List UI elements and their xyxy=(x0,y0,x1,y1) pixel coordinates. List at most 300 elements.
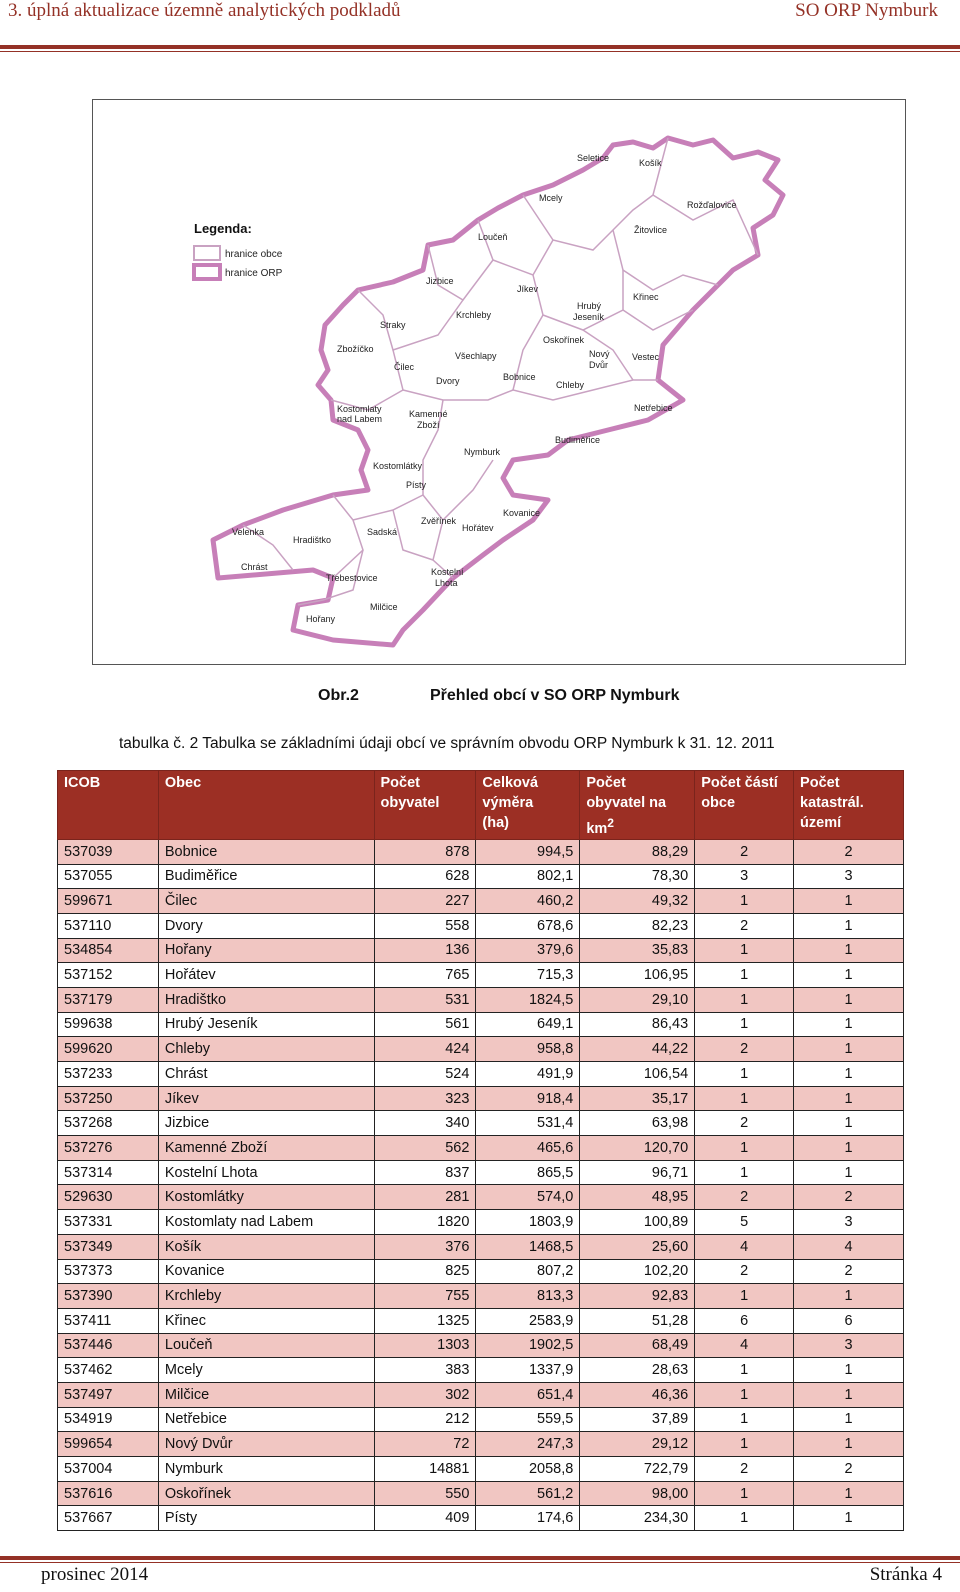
cell-obec: Křinec xyxy=(158,1308,374,1333)
cell-katastr: 1 xyxy=(794,1111,904,1136)
map-label: Sadská xyxy=(367,527,398,537)
cell-katastr: 1 xyxy=(794,1358,904,1383)
map-label: Všechlapy xyxy=(455,351,497,361)
cell-obyv: 212 xyxy=(374,1407,476,1432)
table-body xyxy=(58,839,904,1530)
header-right-title: SO ORP Nymburk xyxy=(795,0,938,21)
cell-obec: Jizbice xyxy=(158,1111,374,1136)
cell-hustota: 35,17 xyxy=(580,1086,695,1111)
cell-katastr: 1 xyxy=(794,1136,904,1161)
cell-obyv: 227 xyxy=(374,889,476,914)
cell-casti: 1 xyxy=(695,1382,794,1407)
cell-hustota: 86,43 xyxy=(580,1012,695,1037)
map-label: Zvěřínek xyxy=(421,516,457,526)
col-header-icob-text: ICOB xyxy=(64,775,101,791)
cell-casti: 4 xyxy=(695,1234,794,1259)
cell-icob: 537055 xyxy=(58,864,159,889)
cell-obec: Hořany xyxy=(158,938,374,963)
cell-casti: 5 xyxy=(695,1210,794,1235)
cell-icob: 537110 xyxy=(58,913,159,938)
col-header-obec xyxy=(158,771,374,840)
cell-vymera: 2058,8 xyxy=(476,1457,580,1482)
cell-katastr: 4 xyxy=(794,1234,904,1259)
cell-hustota: 46,36 xyxy=(580,1382,695,1407)
table-row xyxy=(58,963,904,988)
cell-hustota: 48,95 xyxy=(580,1185,695,1210)
map-label: Čilec xyxy=(394,362,415,372)
col-header-casti xyxy=(695,771,794,840)
map-label: Žitovlice xyxy=(634,225,668,235)
cell-casti: 1 xyxy=(695,1012,794,1037)
cell-obyv: 136 xyxy=(374,938,476,963)
table-row xyxy=(58,1308,904,1333)
table-row xyxy=(58,1284,904,1309)
cell-icob: 537276 xyxy=(58,1136,159,1161)
cell-obec: Hrubý Jeseník xyxy=(158,1012,374,1037)
cell-vymera: 813,3 xyxy=(476,1284,580,1309)
cell-katastr: 1 xyxy=(794,913,904,938)
cell-vymera: 918,4 xyxy=(476,1086,580,1111)
cell-obyv: 409 xyxy=(374,1506,476,1531)
col-header-sup: 2 xyxy=(607,816,614,830)
map-label: nad Labem xyxy=(337,414,383,424)
cell-obyv: 302 xyxy=(374,1382,476,1407)
map-label: Kamenné xyxy=(409,409,448,419)
cell-vymera: 379,6 xyxy=(476,938,580,963)
cell-vymera: 1468,5 xyxy=(476,1234,580,1259)
cell-casti: 1 xyxy=(695,1284,794,1309)
col-header-obec-text: Obec xyxy=(164,775,202,791)
cell-obec: Kostomlátky xyxy=(158,1185,374,1210)
cell-obec: Krchleby xyxy=(158,1284,374,1309)
map-label: Bobnice xyxy=(503,372,536,382)
cell-vymera: 1337,9 xyxy=(476,1358,580,1383)
cell-vymera: 247,3 xyxy=(476,1432,580,1457)
table-row xyxy=(58,1210,904,1235)
col-header-text: km xyxy=(586,820,608,837)
map-label: Lhota xyxy=(435,578,458,588)
cell-vymera: 465,6 xyxy=(476,1136,580,1161)
col-header-icob xyxy=(58,771,159,840)
table-row xyxy=(58,1506,904,1531)
cell-icob: 534919 xyxy=(58,1407,159,1432)
cell-icob: 537446 xyxy=(58,1333,159,1358)
cell-hustota: 35,83 xyxy=(580,938,695,963)
cell-hustota: 29,10 xyxy=(580,987,695,1012)
cell-hustota: 100,89 xyxy=(580,1210,695,1235)
map-label: Křinec xyxy=(633,292,659,302)
cell-obyv: 323 xyxy=(374,1086,476,1111)
cell-obec: Písty xyxy=(158,1506,374,1531)
cell-obec: Kovanice xyxy=(158,1259,374,1284)
cell-casti: 1 xyxy=(695,1086,794,1111)
cell-katastr: 1 xyxy=(794,963,904,988)
cell-obec: Netřebice xyxy=(158,1407,374,1432)
map-label: Netřebice xyxy=(634,403,673,413)
cell-vymera: 807,2 xyxy=(476,1259,580,1284)
cell-icob: 537390 xyxy=(58,1284,159,1309)
cell-casti: 1 xyxy=(695,938,794,963)
cell-hustota: 106,95 xyxy=(580,963,695,988)
cell-icob: 537004 xyxy=(58,1457,159,1482)
map-label: Hořátev xyxy=(462,523,494,533)
cell-hustota: 68,49 xyxy=(580,1333,695,1358)
cell-casti: 2 xyxy=(695,1457,794,1482)
map-label: Velenka xyxy=(232,527,265,537)
cell-hustota: 49,32 xyxy=(580,889,695,914)
map-label: Nymburk xyxy=(464,447,501,457)
cell-icob: 537497 xyxy=(58,1382,159,1407)
col-header-katastr xyxy=(794,771,904,840)
map-label: Jeseník xyxy=(573,312,605,322)
cell-icob: 537616 xyxy=(58,1481,159,1506)
footer-date: prosinec 2014 xyxy=(41,1564,149,1585)
cell-obyv: 424 xyxy=(374,1037,476,1062)
col-header-vymera xyxy=(476,771,580,840)
legend-title: Legenda: xyxy=(194,221,252,236)
cell-vymera: 531,4 xyxy=(476,1111,580,1136)
map-label: Hořany xyxy=(306,614,336,624)
cell-obyv: 72 xyxy=(374,1432,476,1457)
cell-vymera: 460,2 xyxy=(476,889,580,914)
table-row xyxy=(58,913,904,938)
cell-obyv: 340 xyxy=(374,1111,476,1136)
cell-icob: 537349 xyxy=(58,1234,159,1259)
cell-obec: Čilec xyxy=(158,889,374,914)
cell-hustota: 120,70 xyxy=(580,1136,695,1161)
col-header-text: území xyxy=(800,815,842,831)
cell-obyv: 14881 xyxy=(374,1457,476,1482)
col-header-text: katastrál. xyxy=(800,795,864,811)
cell-obec: Loučeň xyxy=(158,1333,374,1358)
cell-obec: Dvory xyxy=(158,913,374,938)
cell-hustota: 102,20 xyxy=(580,1259,695,1284)
cell-katastr: 3 xyxy=(794,1210,904,1235)
map-label: Oskořínek xyxy=(543,335,585,345)
table-row xyxy=(58,1432,904,1457)
cell-obec: Mcely xyxy=(158,1358,374,1383)
cell-obec: Budiměřice xyxy=(158,864,374,889)
cell-icob: 537331 xyxy=(58,1210,159,1235)
cell-casti: 2 xyxy=(695,839,794,864)
cell-icob: 537314 xyxy=(58,1160,159,1185)
map-label: Dvůr xyxy=(589,360,609,370)
cell-casti: 4 xyxy=(695,1333,794,1358)
table-row xyxy=(58,1234,904,1259)
header-rule xyxy=(0,45,960,49)
cell-icob: 537179 xyxy=(58,987,159,1012)
cell-obyv: 878 xyxy=(374,839,476,864)
legend-swatch-obec xyxy=(194,246,220,260)
cell-obyv: 825 xyxy=(374,1259,476,1284)
table-row xyxy=(58,938,904,963)
cell-katastr: 1 xyxy=(794,1432,904,1457)
map-label: Chleby xyxy=(556,380,585,390)
table-row xyxy=(58,1185,904,1210)
footer-rule-thin xyxy=(0,1562,960,1563)
cell-icob: 537233 xyxy=(58,1062,159,1087)
cell-obyv: 837 xyxy=(374,1160,476,1185)
cell-obyv: 755 xyxy=(374,1284,476,1309)
cell-obec: Bobnice xyxy=(158,839,374,864)
map-label: Zboží xyxy=(417,420,440,430)
table-row xyxy=(58,864,904,889)
cell-icob: 537373 xyxy=(58,1259,159,1284)
map-label: Milčice xyxy=(370,602,398,612)
cell-casti: 1 xyxy=(695,1432,794,1457)
cell-vymera: 651,4 xyxy=(476,1382,580,1407)
cell-katastr: 1 xyxy=(794,1284,904,1309)
cell-vymera: 1824,5 xyxy=(476,987,580,1012)
cell-obec: Nový Dvůr xyxy=(158,1432,374,1457)
map-label: Vestec xyxy=(632,352,660,362)
cell-vymera: 958,8 xyxy=(476,1037,580,1062)
cell-katastr: 1 xyxy=(794,1506,904,1531)
cell-obyv: 1303 xyxy=(374,1333,476,1358)
cell-hustota: 92,83 xyxy=(580,1284,695,1309)
map-label: Mcely xyxy=(539,193,563,203)
header-rule-thin xyxy=(0,51,960,52)
cell-katastr: 1 xyxy=(794,1012,904,1037)
map-label: Straky xyxy=(380,320,406,330)
orp-boundary xyxy=(213,138,783,645)
cell-obyv: 561 xyxy=(374,1012,476,1037)
map-label: Košík xyxy=(639,158,662,168)
cell-katastr: 2 xyxy=(794,1457,904,1482)
map-label: Loučeň xyxy=(478,232,508,242)
cell-casti: 3 xyxy=(695,864,794,889)
cell-vymera: 2583,9 xyxy=(476,1308,580,1333)
table-row xyxy=(58,1037,904,1062)
cell-katastr: 6 xyxy=(794,1308,904,1333)
cell-vymera: 994,5 xyxy=(476,839,580,864)
cell-obyv: 550 xyxy=(374,1481,476,1506)
cell-katastr: 1 xyxy=(794,1160,904,1185)
cell-icob: 529630 xyxy=(58,1185,159,1210)
cell-icob: 537039 xyxy=(58,839,159,864)
cell-katastr: 1 xyxy=(794,1407,904,1432)
map-label: Třebestovice xyxy=(326,573,378,583)
cell-vymera: 559,5 xyxy=(476,1407,580,1432)
cell-casti: 1 xyxy=(695,1136,794,1161)
map-label: Seletice xyxy=(577,153,610,163)
cell-casti: 1 xyxy=(695,1358,794,1383)
col-header-text: Počet částí xyxy=(701,775,778,791)
cell-vymera: 1803,9 xyxy=(476,1210,580,1235)
map-label: Jizbice xyxy=(426,276,454,286)
map-label: Písty xyxy=(406,480,427,490)
cell-obyv: 1820 xyxy=(374,1210,476,1235)
cell-katastr: 2 xyxy=(794,839,904,864)
table-header-row xyxy=(58,771,904,840)
map-label: Zbožíčko xyxy=(337,344,374,354)
orp-map-svg xyxy=(93,100,905,664)
cell-icob: 599671 xyxy=(58,889,159,914)
table-row xyxy=(58,889,904,914)
table-row xyxy=(58,1407,904,1432)
table-row xyxy=(58,1333,904,1358)
cell-icob: 537411 xyxy=(58,1308,159,1333)
cell-obec: Kamenné Zboží xyxy=(158,1136,374,1161)
map-label: Hradištko xyxy=(293,535,332,545)
cell-hustota: 82,23 xyxy=(580,913,695,938)
cell-vymera: 678,6 xyxy=(476,913,580,938)
cell-vymera: 715,3 xyxy=(476,963,580,988)
cell-casti: 2 xyxy=(695,1185,794,1210)
legend-item-orp: hranice ORP xyxy=(225,268,283,279)
cell-obec: Chleby xyxy=(158,1037,374,1062)
cell-casti: 2 xyxy=(695,913,794,938)
municipalities-table xyxy=(57,770,904,1531)
cell-casti: 1 xyxy=(695,987,794,1012)
cell-obyv: 558 xyxy=(374,913,476,938)
col-header-text: Celková xyxy=(482,775,539,791)
table-row xyxy=(58,1457,904,1482)
cell-katastr: 1 xyxy=(794,889,904,914)
cell-katastr: 3 xyxy=(794,864,904,889)
cell-obec: Chrást xyxy=(158,1062,374,1087)
cell-vymera: 574,0 xyxy=(476,1185,580,1210)
cell-obec: Hořátev xyxy=(158,963,374,988)
table-row xyxy=(58,1136,904,1161)
cell-icob: 537268 xyxy=(58,1111,159,1136)
cell-hustota: 44,22 xyxy=(580,1037,695,1062)
cell-obyv: 1325 xyxy=(374,1308,476,1333)
cell-obec: Hradištko xyxy=(158,987,374,1012)
table-row xyxy=(58,1160,904,1185)
cell-hustota: 88,29 xyxy=(580,839,695,864)
cell-vymera: 561,2 xyxy=(476,1481,580,1506)
cell-icob: 537152 xyxy=(58,963,159,988)
cell-hustota: 106,54 xyxy=(580,1062,695,1087)
cell-obec: Milčice xyxy=(158,1382,374,1407)
cell-hustota: 63,98 xyxy=(580,1111,695,1136)
map-label: Krchleby xyxy=(456,310,492,320)
figure-label: Obr.2 xyxy=(318,687,359,704)
cell-obyv: 524 xyxy=(374,1062,476,1087)
cell-obyv: 281 xyxy=(374,1185,476,1210)
cell-casti: 1 xyxy=(695,963,794,988)
cell-katastr: 1 xyxy=(794,1086,904,1111)
col-header-text: obyvatel xyxy=(380,795,440,811)
table-row xyxy=(58,1062,904,1087)
cell-katastr: 1 xyxy=(794,1481,904,1506)
col-header-text: výměra xyxy=(482,795,534,811)
col-header-text: Počet xyxy=(586,775,626,791)
cell-obyv: 531 xyxy=(374,987,476,1012)
map-label: Kostelní xyxy=(431,567,464,577)
table-row xyxy=(58,1111,904,1136)
cell-casti: 2 xyxy=(695,1111,794,1136)
cell-katastr: 2 xyxy=(794,1259,904,1284)
col-header-text: obce xyxy=(701,795,736,811)
cell-hustota: 28,63 xyxy=(580,1358,695,1383)
table-row xyxy=(58,987,904,1012)
cell-obyv: 383 xyxy=(374,1358,476,1383)
table-row xyxy=(58,1259,904,1284)
cell-katastr: 1 xyxy=(794,1062,904,1087)
cell-vymera: 865,5 xyxy=(476,1160,580,1185)
cell-casti: 6 xyxy=(695,1308,794,1333)
cell-katastr: 1 xyxy=(794,1037,904,1062)
map-label: Kostomlátky xyxy=(373,461,423,471)
header-left-title: 3. úplná aktualizace územně analytických podkladů xyxy=(8,0,401,21)
map-label: Chrást xyxy=(241,562,268,572)
cell-hustota: 25,60 xyxy=(580,1234,695,1259)
cell-katastr: 1 xyxy=(794,938,904,963)
table-row xyxy=(58,1481,904,1506)
table-caption: tabulka č. 2 Tabulka se základními údaji obcí ve správním obvodu ORP Nymburk k 31. 12. 2011 xyxy=(119,735,775,752)
cell-vymera: 649,1 xyxy=(476,1012,580,1037)
cell-hustota: 96,71 xyxy=(580,1160,695,1185)
figure-title: Přehled obcí v SO ORP Nymburk xyxy=(430,687,680,704)
map-legend xyxy=(194,221,283,279)
col-header-text: obyvatel na xyxy=(586,795,667,811)
cell-vymera: 491,9 xyxy=(476,1062,580,1087)
cell-obec: Oskořínek xyxy=(158,1481,374,1506)
cell-vymera: 174,6 xyxy=(476,1506,580,1531)
cell-icob: 537667 xyxy=(58,1506,159,1531)
cell-icob: 537462 xyxy=(58,1358,159,1383)
cell-hustota: 722,79 xyxy=(580,1457,695,1482)
cell-casti: 1 xyxy=(695,1062,794,1087)
cell-casti: 1 xyxy=(695,889,794,914)
col-header-text: Počet xyxy=(380,775,421,791)
cell-obec: Kostelní Lhota xyxy=(158,1160,374,1185)
cell-hustota: 78,30 xyxy=(580,864,695,889)
cell-obyv: 562 xyxy=(374,1136,476,1161)
map-label: Rožďalovice xyxy=(687,200,737,210)
cell-hustota: 234,30 xyxy=(580,1506,695,1531)
cell-casti: 2 xyxy=(695,1037,794,1062)
cell-icob: 534854 xyxy=(58,938,159,963)
table-row xyxy=(58,1358,904,1383)
cell-casti: 1 xyxy=(695,1481,794,1506)
map-label: Budiměřice xyxy=(555,435,601,445)
cell-katastr: 3 xyxy=(794,1333,904,1358)
map-label: Dvory xyxy=(436,376,460,386)
col-header-text: Počet xyxy=(800,775,840,791)
cell-obec: Jíkev xyxy=(158,1086,374,1111)
cell-casti: 1 xyxy=(695,1160,794,1185)
cell-hustota: 37,89 xyxy=(580,1407,695,1432)
cell-casti: 1 xyxy=(695,1506,794,1531)
table-row xyxy=(58,1012,904,1037)
orp-map xyxy=(92,99,906,665)
map-label: Hrubý xyxy=(577,301,602,311)
map-label: Jíkev xyxy=(517,284,539,294)
col-header-text: (ha) xyxy=(482,815,510,831)
cell-icob: 537250 xyxy=(58,1086,159,1111)
cell-katastr: 1 xyxy=(794,1382,904,1407)
cell-obec: Košík xyxy=(158,1234,374,1259)
col-header-pocet-obyvatel xyxy=(374,771,476,840)
footer-rule xyxy=(0,1556,960,1560)
cell-obyv: 628 xyxy=(374,864,476,889)
map-label: Kovanice xyxy=(503,508,541,518)
cell-casti: 1 xyxy=(695,1407,794,1432)
cell-hustota: 98,00 xyxy=(580,1481,695,1506)
table-row xyxy=(58,1382,904,1407)
cell-hustota: 51,28 xyxy=(580,1308,695,1333)
cell-obyv: 765 xyxy=(374,963,476,988)
cell-obec: Kostomlaty nad Labem xyxy=(158,1210,374,1235)
cell-casti: 2 xyxy=(695,1259,794,1284)
map-label: Nový xyxy=(589,349,610,359)
map-label: Kostomlaty xyxy=(337,404,382,414)
cell-katastr: 1 xyxy=(794,987,904,1012)
cell-obyv: 376 xyxy=(374,1234,476,1259)
